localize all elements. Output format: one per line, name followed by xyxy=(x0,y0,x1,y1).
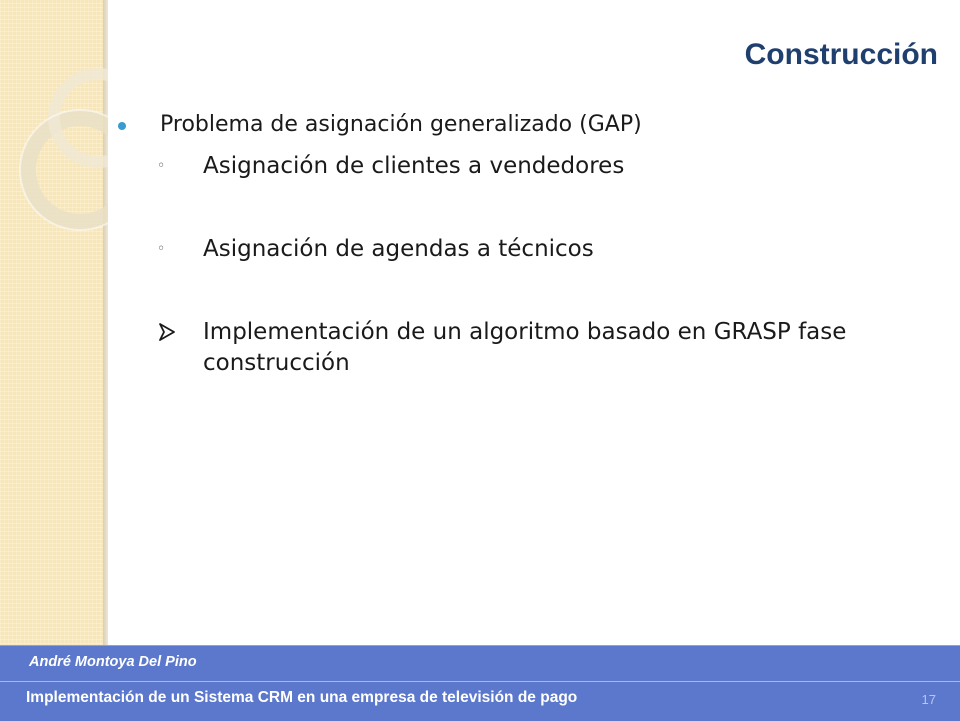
arrow-icon xyxy=(157,322,177,342)
bullet-text: Problema de asignación generalizado (GAP) xyxy=(160,112,642,137)
sub-bullet-ring-icon: ◦ xyxy=(157,158,166,174)
sub-item-text: Asignación de agendas a técnicos xyxy=(203,236,594,262)
slide-title: Construcción xyxy=(744,38,938,71)
decorative-circles xyxy=(0,0,108,260)
sub-item xyxy=(112,151,912,182)
slide-footer xyxy=(0,645,960,721)
sub-bullet-ring-icon: ◦ xyxy=(157,241,166,257)
sub-item xyxy=(112,317,912,379)
bullet-item xyxy=(112,110,912,140)
bullet-dot-icon xyxy=(118,122,126,130)
footer-divider xyxy=(0,681,960,682)
sub-item-text: Implementación de un algoritmo basado en GRASP fase construcción xyxy=(203,319,847,376)
author-name: André Montoya Del Pino xyxy=(29,654,197,670)
sub-item xyxy=(112,234,912,265)
sub-item-text: Asignación de clientes a vendedores xyxy=(203,153,625,179)
presentation-subtitle: Implementación de un Sistema CRM en una empresa de televisión de pago xyxy=(26,689,578,706)
slide-content xyxy=(112,110,912,379)
page-number: 17 xyxy=(921,692,936,707)
